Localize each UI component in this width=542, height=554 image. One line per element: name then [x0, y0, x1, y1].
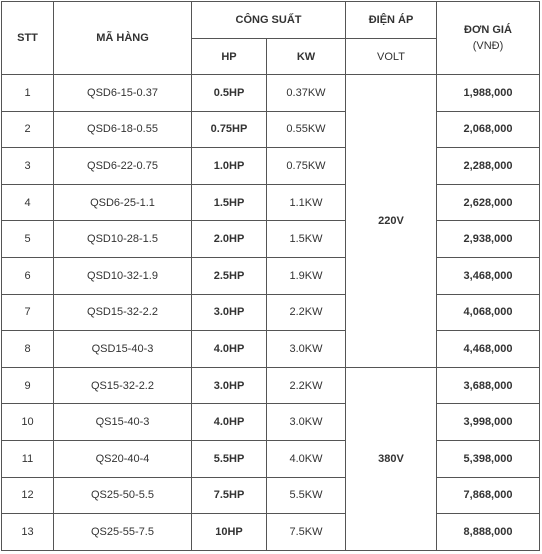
cell-kw: 3.0KW: [267, 404, 346, 441]
cell-ma-hang: QSD6-25-1.1: [54, 184, 192, 221]
cell-ma-hang: QSD10-32-1.9: [54, 257, 192, 294]
cell-ma-hang: QSD10-28-1.5: [54, 221, 192, 258]
cell-stt: 5: [2, 221, 54, 258]
cell-stt: 4: [2, 184, 54, 221]
table-row: [2, 404, 540, 441]
table-row: [2, 367, 540, 404]
header-kw: KW: [267, 39, 346, 75]
cell-hp: 4.0HP: [192, 404, 267, 441]
cell-price: 3,688,000: [437, 367, 540, 404]
cell-stt: 10: [2, 404, 54, 441]
cell-kw: 4.0KW: [267, 440, 346, 477]
header-cong-suat: CÔNG SUẤT: [192, 2, 346, 39]
cell-hp: 0.5HP: [192, 75, 267, 112]
cell-stt: 7: [2, 294, 54, 331]
header-dien-ap: ĐIỆN ÁP: [346, 2, 437, 39]
table-body: [2, 75, 540, 551]
cell-kw: 7.5KW: [267, 514, 346, 551]
cell-price: 7,868,000: [437, 477, 540, 514]
cell-kw: 3.0KW: [267, 331, 346, 368]
cell-hp: 1.0HP: [192, 148, 267, 185]
cell-ma-hang: QSD15-32-2.2: [54, 294, 192, 331]
cell-voltage-group: 380V: [346, 367, 437, 550]
header-volt: VOLT: [346, 39, 437, 75]
cell-price: 4,068,000: [437, 294, 540, 331]
table-row: [2, 221, 540, 258]
table-row: [2, 75, 540, 112]
cell-stt: 8: [2, 331, 54, 368]
cell-hp: 2.5HP: [192, 257, 267, 294]
cell-hp: 3.0HP: [192, 367, 267, 404]
cell-stt: 12: [2, 477, 54, 514]
cell-price: 5,398,000: [437, 440, 540, 477]
header-don-gia-unit: (VNĐ): [472, 40, 504, 52]
cell-voltage-group: 220V: [346, 75, 437, 368]
cell-stt: 6: [2, 257, 54, 294]
cell-price: 8,888,000: [437, 514, 540, 551]
cell-kw: 2.2KW: [267, 367, 346, 404]
cell-stt: 11: [2, 440, 54, 477]
cell-kw: 5.5KW: [267, 477, 346, 514]
cell-ma-hang: QS15-40-3: [54, 404, 192, 441]
price-table: [1, 1, 540, 551]
cell-kw: 1.9KW: [267, 257, 346, 294]
header-stt: STT: [2, 2, 54, 75]
cell-price: 3,468,000: [437, 257, 540, 294]
table-row: [2, 294, 540, 331]
cell-hp: 3.0HP: [192, 294, 267, 331]
cell-hp: 2.0HP: [192, 221, 267, 258]
cell-price: 2,288,000: [437, 148, 540, 185]
table-row: [2, 477, 540, 514]
cell-stt: 3: [2, 148, 54, 185]
cell-ma-hang: QS20-40-4: [54, 440, 192, 477]
cell-price: 3,998,000: [437, 404, 540, 441]
cell-kw: 0.55KW: [267, 111, 346, 148]
table-row: [2, 514, 540, 551]
cell-stt: 9: [2, 367, 54, 404]
cell-price: 2,938,000: [437, 221, 540, 258]
cell-ma-hang: QSD6-15-0.37: [54, 75, 192, 112]
header-hp: HP: [192, 39, 267, 75]
header-ma-hang: MÃ HÀNG: [54, 2, 192, 75]
cell-stt: 2: [2, 111, 54, 148]
cell-hp: 1.5HP: [192, 184, 267, 221]
header-don-gia-label: ĐƠN GIÁ: [464, 24, 512, 36]
cell-ma-hang: QSD15-40-3: [54, 331, 192, 368]
cell-kw: 2.2KW: [267, 294, 346, 331]
cell-ma-hang: QSD6-18-0.55: [54, 111, 192, 148]
cell-price: 2,628,000: [437, 184, 540, 221]
cell-price: 2,068,000: [437, 111, 540, 148]
cell-kw: 0.75KW: [267, 148, 346, 185]
table-row: [2, 148, 540, 185]
cell-stt: 13: [2, 514, 54, 551]
cell-hp: 10HP: [192, 514, 267, 551]
cell-stt: 1: [2, 75, 54, 112]
cell-hp: 0.75HP: [192, 111, 267, 148]
table-row: [2, 331, 540, 368]
cell-hp: 5.5HP: [192, 440, 267, 477]
cell-kw: 1.1KW: [267, 184, 346, 221]
header-row-1: [2, 2, 540, 39]
table-row: [2, 184, 540, 221]
header-don-gia: [437, 2, 540, 75]
table-row: [2, 440, 540, 477]
table-row: [2, 111, 540, 148]
cell-hp: 4.0HP: [192, 331, 267, 368]
table-row: [2, 257, 540, 294]
cell-price: 1,988,000: [437, 75, 540, 112]
cell-ma-hang: QS15-32-2.2: [54, 367, 192, 404]
cell-ma-hang: QS25-50-5.5: [54, 477, 192, 514]
cell-hp: 7.5HP: [192, 477, 267, 514]
cell-kw: 1.5KW: [267, 221, 346, 258]
cell-ma-hang: QS25-55-7.5: [54, 514, 192, 551]
cell-ma-hang: QSD6-22-0.75: [54, 148, 192, 185]
cell-price: 4,468,000: [437, 331, 540, 368]
cell-kw: 0.37KW: [267, 75, 346, 112]
